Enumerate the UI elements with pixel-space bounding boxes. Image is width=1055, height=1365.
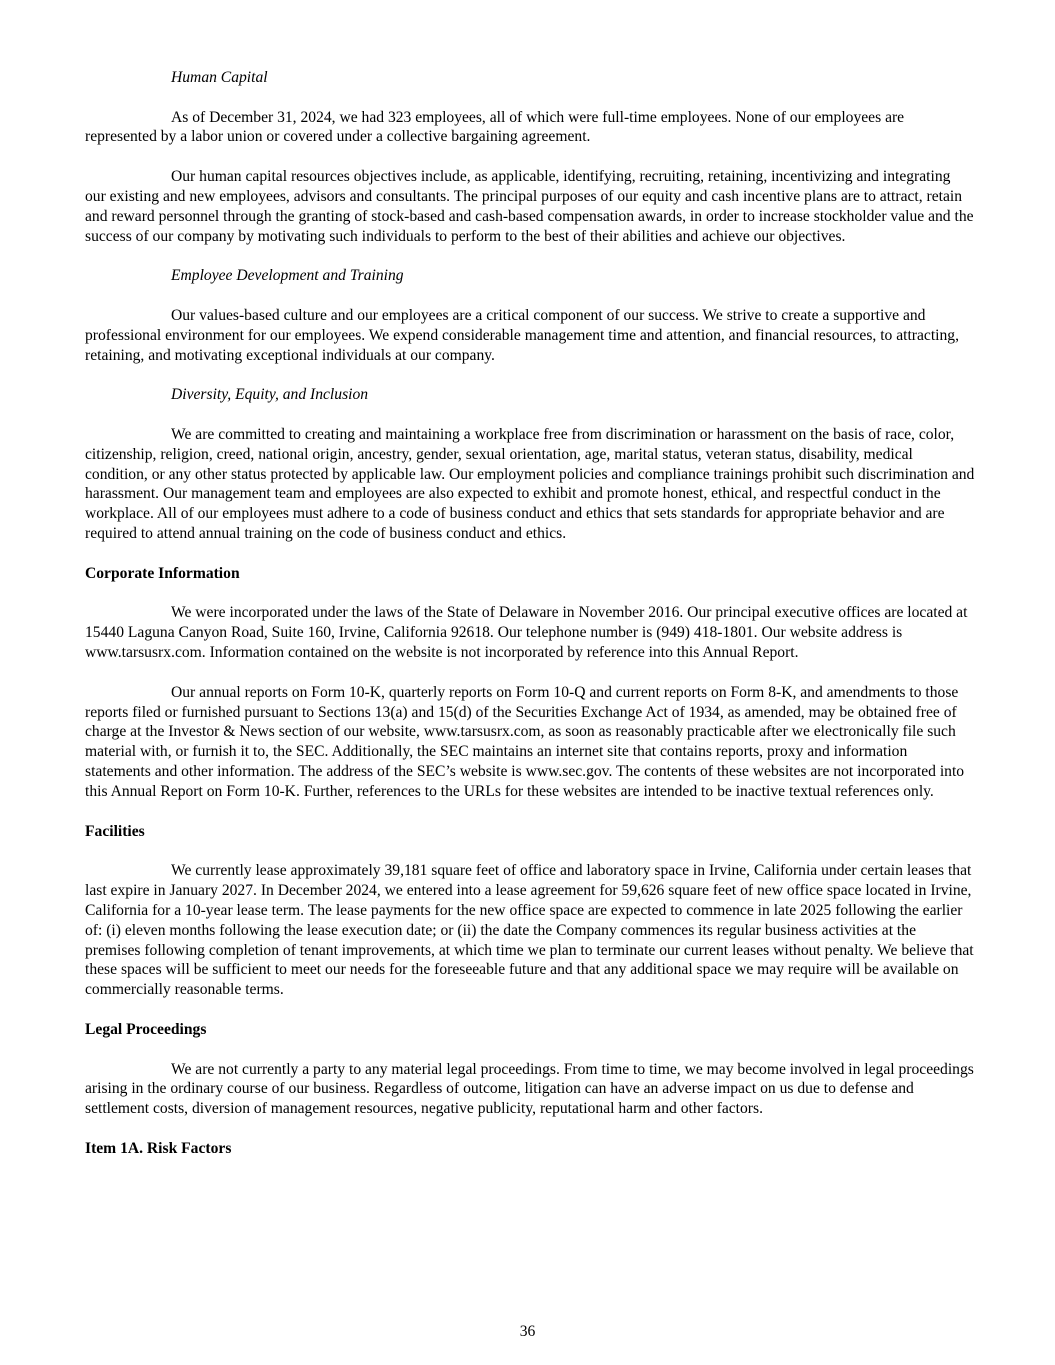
subheading-human-capital: Human Capital <box>171 69 268 86</box>
heading-legal-proceedings: Legal Proceedings <box>85 1020 207 1038</box>
paragraph-sec-reports: Our annual reports on Form 10-K, quarterly reports on Form 10-Q and current reports on Form 8-K, and amendments to those reports filed or furnished pursuant to Sections 13(a) and 15(d) of the Securities Exchange Act of 1934, as amended, may be obtained free of charge at the Investor & News section of our website, www.tarsusrx.com, as soon as reasonably practicable after we electronically file such material with, or furnish it to, the SEC. Additionally, the SEC maintains an internet site that contains reports, proxy and information statements and other information. The address of the SEC’s website is www.sec.gov. The contents of these websites are not incorporated into this Annual Report on Form 10-K. Further, references to the URLs for these websites are intended to be inactive textual references only. <box>85 683 965 800</box>
paragraph-diversity: We are committed to creating and maintaining a workplace free from discrimination or harassment on the basis of race, color, citizenship, religion, creed, national origin, ancestry, gender, sexual orientation, age, marital status, veteran status, disability, medical condition, or any other status protected by applicable law. Our employment policies and compliance trainings prohibit such discrimination and harassment. Our management team and employees are also expected to exhibit and promote honest, ethical, and respectful conduct in the workplace. All of our employees must adhere to a code of business conduct and ethics that sets standards for appropriate behavior and are required to attend annual training on the code of business conduct and ethics. <box>85 425 975 543</box>
paragraph-employees-count: As of December 31, 2024, we had 323 employees, all of which were full-time employees. None of our employees are represented by a labor union or covered under a collective bargaining agreement. <box>85 108 905 146</box>
document-page <box>85 68 975 1179</box>
heading-facilities: Facilities <box>85 822 145 840</box>
subheading-diversity: Diversity, Equity, and Inclusion <box>171 386 369 404</box>
heading-corporate-information: Corporate Information <box>85 564 240 582</box>
paragraph-incorporation: We were incorporated under the laws of the State of Delaware in November 2016. Our principal executive offices are located at 15440 Laguna Canyon Road, Suite 160, Irvine, California 92618. Our telephone number is (949) 418-1801. Our website address is www.tarsusrx.com. Information contained on the website is not incorporated by reference into this Annual Report. <box>85 604 968 662</box>
heading-risk-factors: Item 1A. Risk Factors <box>85 1139 232 1157</box>
paragraph-human-capital-objectives: Our human capital resources objectives include, as applicable, identifying, recruiting, retaining, incentivizing and integrating our existing and new employees, advisors and consultants. The principal purposes of our equity and cash incentive plans are to attract, retain and reward personnel through the granting of stock-based and cash-based compensation awards, in order to increase stockholder value and the success of our company by motivating such individuals to perform to the best of their abilities and achieve our objectives. <box>85 168 974 245</box>
paragraph-legal-proceedings: We are not currently a party to any material legal proceedings. From time to time, we may become involved in legal proceedings arising in the ordinary course of our business. Regardless of outcome, litigation can have an adverse impact on us due to defense and settlement costs, diversion of management resources, negative publicity, reputational harm and other factors. <box>85 1060 974 1118</box>
subheading-employee-development: Employee Development and Training <box>171 267 404 285</box>
paragraph-employee-development: Our values-based culture and our employees are a critical component of our success. We strive to create a supportive and professional environment for our employees. We expend considerable management time and attention, and financial resources, to attracting, retaining, and motivating exceptional individuals at our company. <box>85 306 960 364</box>
paragraph-facilities: We currently lease approximately 39,181 square feet of office and laboratory space in Irvine, California under certain leases that last expire in January 2027. In December 2024, we entered into a lease agreement for 59,626 square feet of new office space located in Irvine, California for a 10-year lease term. The lease payments for the new office space are expected to commence in late 2025 following the earlier of: (i) eleven months following the lease execution date; or (ii) the date the Company commences its regular business activities at the premises following completion of tenant improvements, at which time we plan to terminate our current leases without penalty. We believe that these spaces will be sufficient to meet our needs for the foreseeable future and that any additional space we may require will be available on commercially reasonable terms. <box>85 862 974 999</box>
page-number: 36 <box>519 1323 536 1340</box>
